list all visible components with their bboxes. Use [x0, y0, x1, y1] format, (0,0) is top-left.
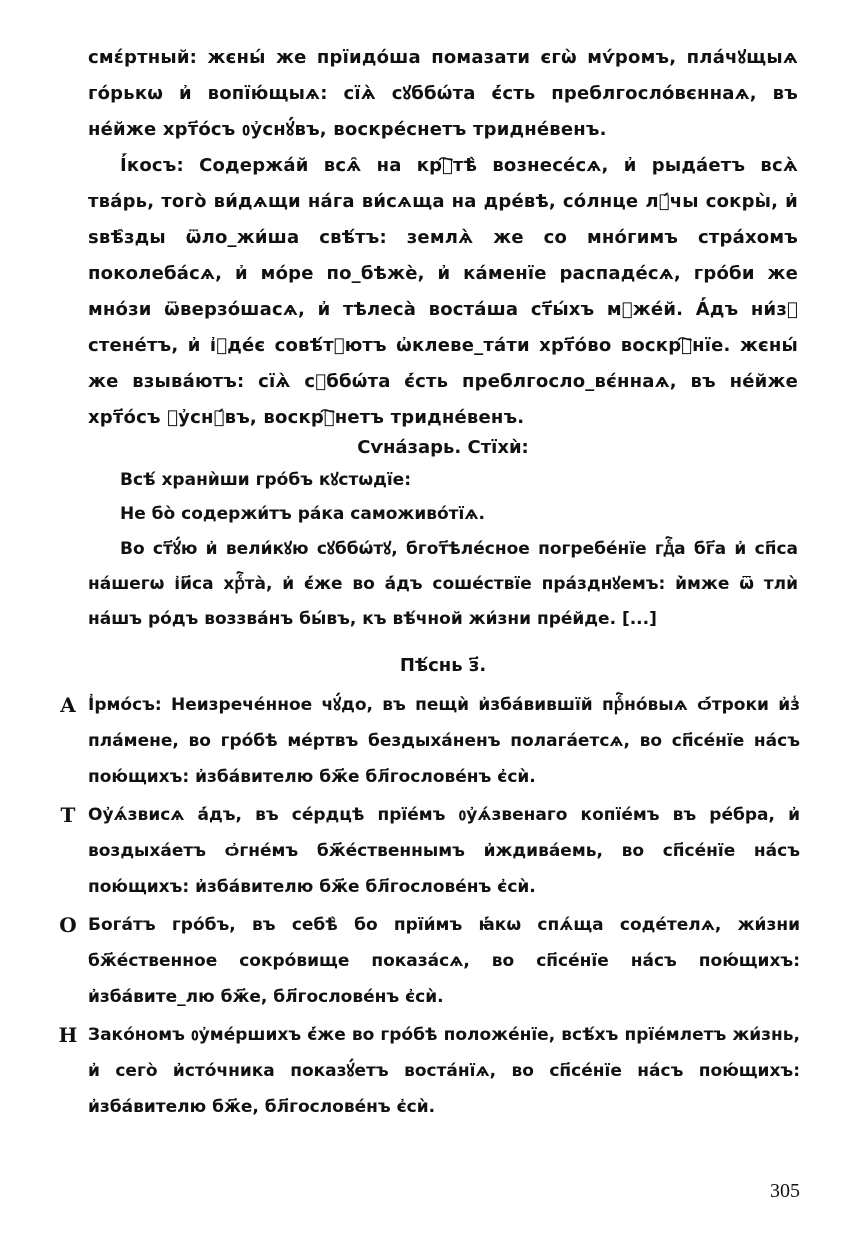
- acrostic-letter: Т: [60, 803, 76, 827]
- acrostic-letter: О: [59, 913, 77, 937]
- stanza-text: І҆рмо́съ: Неизрече́нное чꙋ́до, въ пещѝ и҆зба́вившїй прⷭ҇но́выѧ ѻ҆́троки и҆з̾ пла́мене, во гро́бѣ ме́ртвъ бездыха́ненъ полага́етсѧ, во сп҃се́нїе на́съ пою́щихъ: и҆зба́вителю бж҃е бл҃гослове́нъ є҆сѝ.: [88, 695, 800, 787]
- acrostic-letter: А: [59, 693, 77, 717]
- acrostic-letter: Н: [58, 1023, 78, 1047]
- body-paragraph: смέртный: жєны́ же прїидо́ша помазати єгѡ̀ мѵ́ромъ, пла́чꙋщыѧ го́рькѡ и҆ вопїю́щыѧ: сїѧ̀ сꙋббѡ́та є҆́сть преблгосло́вєннаѧ, въ не́йже хрт҃о́съ ᲂу҆снꙋ́въ, воскре́снетъ тридне́венъ.: [88, 47, 798, 140]
- verse-line: Не бо̀ содержи́тъ ра́ка саможиво́тїѧ.: [120, 504, 485, 524]
- stanza-text: Зако́номъ ᲂу҆ме́ршихъ є҆́же во гро́бѣ положе́нїе, всѣ́хъ прїе́млетъ жи́знь, и҆ сего̀ и҆сто́чника показꙋ́етъ воста́нїѧ, во сп҃се́нїе на́съ пою́щихъ: и҆зба́вителю бж҃е, бл҃гослове́нъ є҆сѝ.: [88, 1025, 800, 1117]
- synaxarion-heading: Сѵна́зарь. Стїхѝ:: [357, 437, 529, 458]
- stanza-text: Бога́тъ гро́бъ, въ себѣ̀ бо прїи́мъ ꙗ҆́кѡ спѧ́ща соде́телѧ, жи́зни бж҃е́ственное сокро́вище показа́сѧ, во сп҃се́нїе на́съ пою́щихъ: и҆зба́вите_лю бж҃е, бл҃гослове́нъ є҆сѝ.: [88, 915, 800, 1007]
- ode-heading: Пѣ́снь з҃.: [399, 655, 487, 676]
- ikos-paragraph: І҆́косъ: Содержа́й всѧ̑ на крⷭ҇тѣ̀ вознесе́сѧ, и҆ рыда́етъ всѧ̀ тва́рь, того̀ ви́дѧщи на́га ви́сѧща на дре́вѣ, со́лнце лꙋ́чы сокры̀, и҆ ѕвѣ̑зды ѿло_жи́ша свѣ́тъ: землѧ̀ же со мно́гимъ стра́хомъ поколеба́сѧ, и҆ мо́ре по_бѣжѐ, и҆ ка́менїе распаде́сѧ, гро́би же мно́зи ѿверзо́шасѧ, и҆ тѣлеса̀ воста́ша ст҃ы́хъ мꙋже́й. А҆́дъ ни́зꙋ стене́тъ, и҆ і҆ꙋде́є совѣ́тꙋютъ ѡ҆клеве_та́ти хрт҃о́во воскрⷭ҇нїе. жєны́ же взыва́ютъ: сїѧ̀ сꙋббѡ́та є҆́сть преблгосло_вє́ннаѧ, въ не́йже хрт҃о́съ ᲂу҆снꙋ́въ, воскрⷭ҇нетъ тридне́венъ.: [88, 155, 798, 428]
- stanza-text: Оу҆ѧ́звисѧ а҆́дъ, въ се́рдцѣ прїе́мъ ᲂу҆ѧ́звенаго копїе́мъ въ ре́бра, и҆ воздыха́етъ ѻ҆гне́мъ бж҃е́ственнымъ и҆ждива́емь, во сп҃се́нїе на́съ пою́щихъ: и҆зба́вителю бж҃е бл҃гослове́нъ є҆сѝ.: [88, 805, 800, 897]
- page-number: 305: [770, 1180, 800, 1202]
- verse-line: Всѣ́ хранѝши гро́бъ кꙋстѡдїе:: [120, 470, 412, 490]
- synaxarion-paragraph: Во ст҃ꙋ́ю и҆ вели́кꙋю сꙋббѡ́тꙋ, бгот҃ѣле́сное погребе́нїе гдⷭ҇а бг҃а и҆ сп҃са на́шегѡ і҆и҃са хрⷭ҇та̀, и҆ є҆́же во а҆́дъ соше́ствїе пра́зднꙋемъ: и҆̀мже ѿ тлѝ на́шъ ро́дъ воззва́нъ бы́въ, къ вѣ́чной жи́зни пре́йде. [...]: [88, 539, 798, 629]
